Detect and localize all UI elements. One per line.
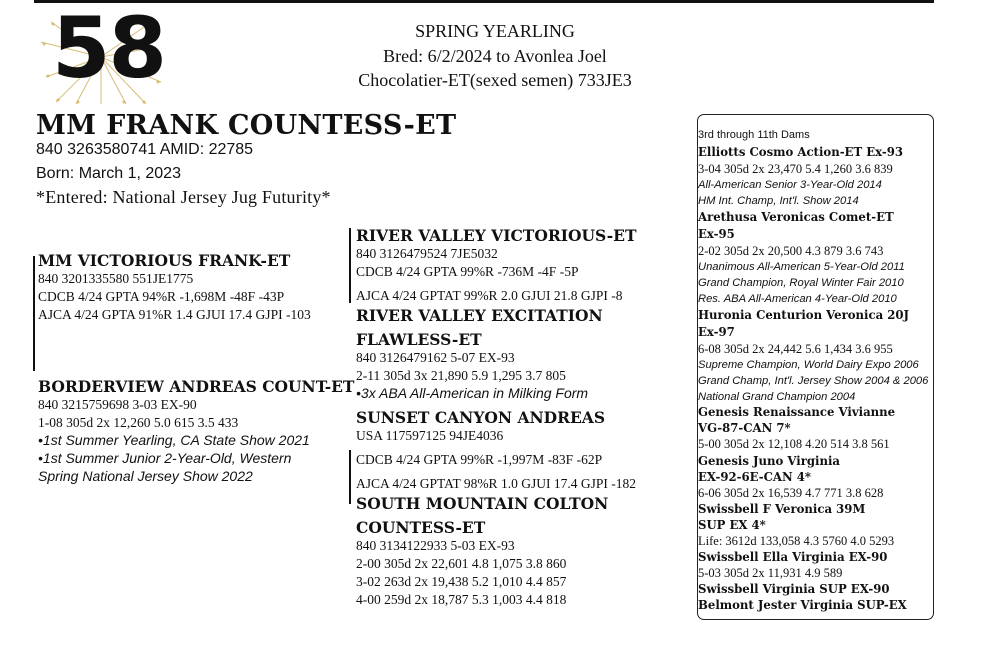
dam-5-award-3: National Grand Champion 2004 [698, 391, 856, 403]
sire-sire-name: RIVER VALLEY VICTORIOUS-ET [356, 226, 637, 245]
pedigree-line-sire-dam [33, 256, 35, 371]
dam-8-record: Life: 3612d 133,058 4.3 5760 4.0 5293 [698, 534, 895, 548]
dam-5-record: 6-08 305d 2x 24,442 5.6 1,434 3.6 955 [698, 342, 893, 356]
dam-dam-name: SOUTH MOUNTAIN COLTON [356, 494, 609, 513]
dam-6-name: Genesis Renaissance Vivianne [698, 405, 896, 419]
dam-7-classification: EX-92-6E-CAN 4* [698, 470, 811, 484]
sire-sire-cdcb: CDCB 4/24 GPTA 99%R -736M -4F -5P [356, 264, 579, 279]
dam-4-award-3: Res. ABA All-American 4-Year-Old 2010 [698, 293, 897, 305]
sire-ajca: AJCA 4/24 GPTA 91%R 1.4 GJUI 17.4 GJPI -103 [38, 307, 311, 322]
breeding-sire: Chocolatier-ET(sexed semen) 733JE3 [358, 70, 632, 90]
dam-dam-record-3: 4-00 259d 2x 18,787 5.3 1,003 4.4 818 [356, 592, 567, 607]
dam-award-1: •1st Summer Yearling, CA State Show 2021 [38, 432, 310, 448]
dam-5-award-1: Supreme Champion, World Dairy Expo 2006 [698, 359, 919, 371]
dam-3-award-2: HM Int. Champ, Int'l. Show 2014 [698, 195, 859, 207]
dam-8-classification: SUP EX 4* [698, 518, 766, 532]
sire-dam-id: 840 3126479162 5-07 EX-93 [356, 350, 515, 365]
animal-name: MM FRANK COUNTESS-ET [36, 110, 457, 141]
dam-dam-name-2: COUNTESS-ET [356, 518, 486, 537]
entered-note: *Entered: National Jersey Jug Futurity* [36, 187, 331, 207]
sire-name: MM VICTORIOUS FRANK-ET [38, 251, 291, 270]
dam-4-award-2: Grand Champion, Royal Winter Fair 2010 [698, 277, 904, 289]
dams-box-heading: 3rd through 11th Dams [698, 129, 810, 141]
dam-4-classification: Ex-95 [698, 227, 735, 241]
pedigree-line-sire-side [349, 228, 351, 303]
pedigree-line-dam-side [349, 450, 351, 504]
dam-sire-cdcb: CDCB 4/24 GPTA 99%R -1,997M -83F -62P [356, 452, 603, 467]
dam-name: BORDERVIEW ANDREAS COUNT-ET [38, 377, 355, 396]
sire-dam-name-2: FLAWLESS-ET [356, 330, 482, 349]
dam-6-classification: VG-87-CAN 7* [698, 421, 791, 435]
lot-badge [36, 2, 166, 106]
dam-dam-record-2: 3-02 263d 2x 19,438 5.2 1,010 4.4 857 [356, 574, 567, 589]
dam-id: 840 3215759698 3-03 EX-90 [38, 397, 197, 412]
sire-sire-ajca: AJCA 4/24 GPTAT 99%R 2.0 GJUI 21.8 GJPI -8 [356, 288, 623, 303]
dam-9-record: 5-03 305d 2x 11,931 4.9 589 [698, 566, 843, 580]
dam-6-record: 5-00 305d 2x 12,108 4.20 514 3.8 561 [698, 437, 890, 451]
dam-sire-name: SUNSET CANYON ANDREAS [356, 408, 606, 427]
sire-cdcb: CDCB 4/24 GPTA 94%R -1,698M -48F -43P [38, 289, 285, 304]
sire-sire-id: 840 3126479524 7JE5032 [356, 246, 498, 261]
sire-id: 840 3201335580 551JE1775 [38, 271, 194, 286]
top-rule [34, 0, 934, 3]
dam-4-award-1: Unanimous All-American 5-Year-Old 2011 [698, 261, 905, 273]
dam-3-name: Elliotts Cosmo Action-ET Ex-93 [698, 145, 904, 159]
dam-award-2: •1st Summer Junior 2-Year-Old, Western [38, 450, 292, 466]
dam-7-record: 6-06 305d 2x 16,539 4.7 771 3.8 628 [698, 486, 884, 500]
dam-sire-id: USA 117597125 94JE4036 [356, 428, 504, 443]
dam-5-classification: Ex-97 [698, 325, 735, 339]
dam-3-award-1: All-American Senior 3-Year-Old 2014 [698, 179, 882, 191]
dam-4-name: Arethusa Veronicas Comet-ET [698, 210, 894, 224]
class-title: SPRING YEARLING [415, 21, 575, 41]
birth-date: Born: March 1, 2023 [36, 165, 181, 182]
lot-number: 58 [52, 0, 165, 97]
dam-award-3: Spring National Jersey Show 2022 [38, 468, 253, 484]
dam-5-name: Huronia Centurion Veronica 20J [698, 308, 910, 322]
dam-sire-ajca: AJCA 4/24 GPTAT 98%R 1.0 GJUI 17.4 GJPI -182 [356, 476, 636, 491]
dam-8-name: Swissbell F Veronica 39M [698, 502, 866, 516]
dam-9-name: Swissbell Ella Virginia EX-90 [698, 550, 888, 564]
sire-dam-name: RIVER VALLEY EXCITATION [356, 306, 603, 325]
dam-dam-record-1: 2-00 305d 2x 22,601 4.8 1,075 3.8 860 [356, 556, 567, 571]
dam-10-name: Swissbell Virginia SUP EX-90 [698, 582, 890, 596]
dam-record: 1-08 305d 2x 12,260 5.0 615 3.5 433 [38, 415, 239, 430]
animal-ids: 840 3263580741 AMID: 22785 [36, 141, 254, 158]
sire-dam-record: 2-11 305d 3x 21,890 5.9 1,295 3.7 805 [356, 368, 566, 383]
dam-5-award-2: Grand Champ, Int'l. Jersey Show 2004 & 2006 [698, 375, 929, 387]
sire-dam-award: •3x ABA All-American in Milking Form [356, 385, 589, 401]
dam-11-name: Belmont Jester Virginia SUP-EX [698, 598, 907, 612]
dam-3-record: 3-04 305d 2x 23,470 5.4 1,260 3.6 839 [698, 162, 893, 176]
dam-dam-id: 840 3134122933 5-03 EX-93 [356, 538, 515, 553]
dam-7-name: Genesis Juno Virginia [698, 454, 840, 468]
dam-4-record: 2-02 305d 2x 20,500 4.3 879 3.6 743 [698, 244, 884, 258]
breeding-line: Bred: 6/2/2024 to Avonlea Joel [383, 46, 607, 66]
